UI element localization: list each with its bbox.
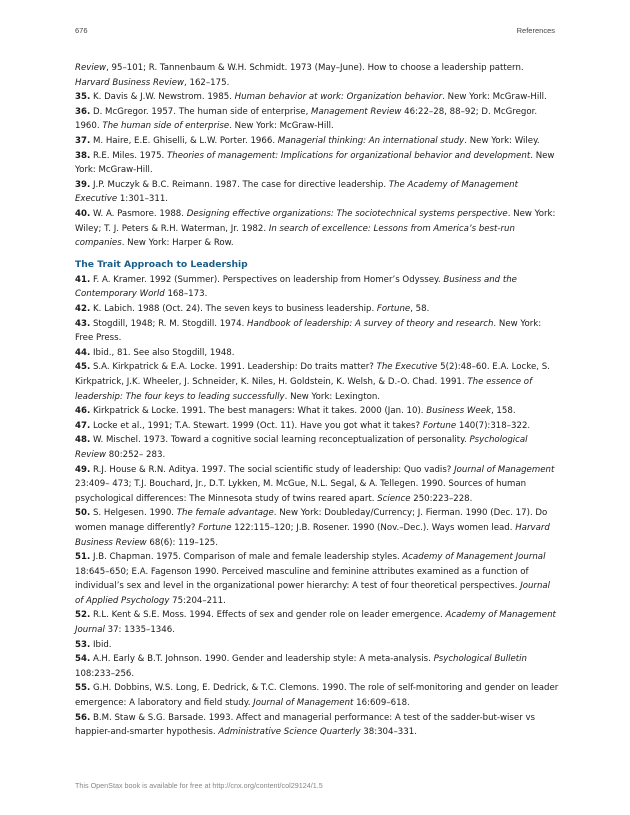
reference-text: , 162–175. bbox=[184, 77, 230, 88]
reference-text: 16:609–618. bbox=[353, 698, 410, 709]
reference-text: 108:233–256. bbox=[75, 668, 135, 679]
reference-entry bbox=[75, 149, 560, 178]
reference-text: R.J. House & R.N. Aditya. 1997. The social scientific study of leadership: Quo vadis? bbox=[92, 464, 455, 475]
reference-title-italic: Handbook of leadership: A survey of theory and research bbox=[247, 318, 494, 329]
reference-text: , 58. bbox=[410, 304, 430, 314]
reference-number: 43. bbox=[75, 318, 91, 329]
reference-text: . New York: McGraw-Hill. bbox=[442, 92, 547, 103]
reference-number: 50. bbox=[75, 508, 91, 519]
reference-text: B.M. Staw & S.G. Barsade. 1993. Affect and managerial performance: A test of the sadder-but-wiser vs happier-and-smarter hypothesis. bbox=[75, 712, 536, 738]
reference-number: 40. bbox=[75, 208, 91, 219]
reference-text: J.B. Chapman. 1975. Comparison of male and female leadership styles. bbox=[92, 552, 403, 563]
reference-number: 52. bbox=[75, 610, 91, 621]
reference-number: 51. bbox=[75, 552, 91, 563]
reference-text: . New York: Doubleday/Currency; J. Fierman. 1990 (Dec. 17). Do women manage differently? bbox=[75, 508, 548, 533]
reference-text: 250:223–228. bbox=[410, 493, 473, 504]
reference-text: S. Helgesen. 1990. bbox=[92, 508, 177, 519]
reference-entry bbox=[75, 433, 560, 462]
reference-number: 35. bbox=[75, 92, 91, 103]
reference-entry bbox=[75, 404, 560, 419]
reference-number: 55. bbox=[75, 683, 91, 694]
reference-title-italic: The female advantage bbox=[176, 508, 274, 519]
reference-number: 46. bbox=[75, 406, 91, 417]
page-footer: This OpenStax book is available for free at http://cnx.org/content/col29124/1.5 bbox=[75, 781, 323, 790]
reference-entry bbox=[75, 178, 560, 207]
reference-title-italic: The Academy of Management Executive bbox=[75, 179, 518, 205]
reference-title-italic: Managerial thinking: An international study bbox=[277, 135, 465, 146]
reference-text: , 95–101; R. Tannenbaum & W.H. Schmidt. 1973 (May–June). How to choose a leadership pattern. bbox=[106, 63, 524, 73]
reference-entry bbox=[75, 90, 560, 105]
reference-number: 49. bbox=[75, 464, 91, 475]
section-heading: The Trait Approach to Leadership bbox=[75, 259, 248, 271]
reference-text: Locke et al., 1991; T.A. Stewart. 1999 (Oct. 11). Have you got what it takes? bbox=[92, 420, 423, 431]
reference-text: . New York: McGraw-Hill. bbox=[229, 121, 334, 132]
reference-title-italic: Theories of management: Implications for organizational behavior and development bbox=[167, 150, 531, 161]
reference-title-italic: Business Week bbox=[426, 406, 491, 417]
reference-number: 56. bbox=[75, 712, 91, 723]
reference-text: G.H. Dobbins, W.S. Long, E. Dedrick, & T.C. Clemons. 1990. The role of self-monitoring and gender on leader emergence: A laboratory and field study. bbox=[75, 683, 559, 709]
reference-title-italic: Academy of Management Journal bbox=[402, 552, 546, 563]
reference-number: 47. bbox=[75, 420, 91, 431]
reference-title-italic: Journal of Applied Psychology bbox=[75, 581, 551, 606]
reference-text: 68(6): 119–125. bbox=[146, 537, 218, 548]
reference-text: K. Labich. 1988 (Oct. 24). The seven keys to business leadership. bbox=[92, 304, 377, 314]
reference-text: 38:304–331. bbox=[360, 727, 417, 738]
reference-entry bbox=[75, 711, 560, 740]
reference-title-italic: Harvard Business Review bbox=[75, 522, 550, 548]
reference-entry bbox=[75, 346, 560, 361]
reference-title-italic: Academy of Management Journal bbox=[75, 610, 556, 636]
reference-entry bbox=[75, 302, 560, 317]
reference-text: A.H. Early & B.T. Johnson. 1990. Gender and leadership style: A meta-analysis. bbox=[92, 654, 434, 665]
reference-text: R.E. Miles. 1975. bbox=[92, 150, 168, 161]
reference-number: 39. bbox=[75, 179, 91, 190]
reference-text: 37: 1335–1346. bbox=[104, 625, 175, 636]
reference-text: M. Haire, E.E. Ghiselli, & L.W. Porter. 1966. bbox=[92, 135, 278, 146]
reference-entry bbox=[75, 638, 560, 653]
reference-text: Kirkpatrick & Locke. 1991. The best managers: What it takes. 2000 (Jan. 10). bbox=[92, 406, 427, 417]
reference-entry bbox=[75, 608, 560, 637]
reference-title-italic: The human side of enterprise bbox=[102, 121, 230, 132]
reference-text: J.P. Muczyk & B.C. Reimann. 1987. The case for directive leadership. bbox=[92, 179, 389, 190]
reference-text: Ibid. bbox=[92, 639, 112, 650]
reference-title-italic: Designing effective organizations: The sociotechnical systems perspective bbox=[186, 208, 508, 219]
reference-entry bbox=[75, 652, 560, 681]
reference-title-italic: The essence of leadership: The four keys to leading successfully bbox=[75, 376, 533, 402]
reference-number: 42. bbox=[75, 304, 91, 314]
reference-text: Ibid., 81. See also Stogdill, 1948. bbox=[92, 347, 235, 358]
reference-text: Stogdill, 1948; R. M. Stogdill. 1974. bbox=[92, 318, 248, 329]
reference-entry bbox=[75, 681, 560, 710]
reference-text: 75:204–211. bbox=[169, 595, 226, 606]
reference-text: 140(7):318–322. bbox=[456, 420, 531, 431]
reference-text: F. A. Kramer. 1992 (Summer). Perspectives on leadership from Homer’s Odyssey. bbox=[92, 274, 444, 285]
reference-text: 80:252– 283. bbox=[106, 449, 166, 460]
reference-title-italic: Review bbox=[75, 63, 107, 73]
reference-entry bbox=[75, 207, 560, 251]
page-header bbox=[75, 26, 555, 35]
reference-text: 18:645–650; E.A. Fagenson 1990. Perceived masculine and feminine attributes examined as a function of individual’s sex and level in the organizational power hierarchy: A test of four theoretical perspectives. bbox=[75, 566, 529, 592]
reference-title-italic: Human behavior at work: Organization behavior bbox=[234, 92, 443, 103]
reference-number: 54. bbox=[75, 654, 91, 665]
reference-title-italic: Harvard Business Review bbox=[75, 77, 185, 88]
reference-number: 38. bbox=[75, 150, 91, 161]
reference-text: . New York: Harper & Row. bbox=[121, 238, 234, 249]
reference-title-italic: The Executive bbox=[376, 362, 438, 373]
reference-title-italic: Journal of Management bbox=[454, 464, 555, 475]
reference-text: . New York: Lexington. bbox=[284, 391, 381, 402]
reference-entry bbox=[75, 61, 560, 90]
reference-number: 48. bbox=[75, 435, 91, 446]
reference-title-italic: Psychological Review bbox=[75, 435, 528, 460]
reference-text: . New York: Wiley. bbox=[464, 135, 540, 146]
reference-text: . New York: McGraw-Hill. bbox=[75, 150, 555, 176]
reference-entry bbox=[75, 419, 560, 434]
reference-text: W. A. Pasmore. 1988. bbox=[92, 208, 187, 219]
references-list bbox=[75, 61, 560, 740]
reference-text: . New York: Wiley; T. J. Peters & R.H. Waterman, Jr. 1982. bbox=[75, 208, 556, 234]
reference-number: 36. bbox=[75, 106, 91, 117]
reference-number: 37. bbox=[75, 135, 91, 146]
reference-entry bbox=[75, 506, 560, 550]
reference-title-italic: Management Review bbox=[311, 106, 402, 117]
reference-text: . New York: Free Press. bbox=[75, 318, 542, 344]
reference-title-italic: Fortune bbox=[376, 304, 411, 314]
reference-text: 5(2):48–60. E.A. Locke, S. Kirkpatrick, J.K. Wheeler, J. Schneider, K. Niles, H. Goldstein, K. Welsh, & D.-O. Chad. 1991. bbox=[75, 362, 550, 387]
reference-number: 45. bbox=[75, 362, 91, 373]
reference-text: K. Davis & J.W. Newstrom. 1985. bbox=[92, 92, 235, 103]
running-section-title: References bbox=[516, 26, 555, 35]
reference-title-italic: In search of excellence: Lessons from America’s best-run companies bbox=[75, 223, 515, 249]
reference-title-italic: Fortune bbox=[198, 522, 232, 533]
reference-title-italic: Psychological Bulletin bbox=[433, 654, 527, 665]
reference-title-italic: Administrative Science Quarterly bbox=[218, 727, 361, 738]
reference-text: D. McGregor. 1957. The human side of enterprise, bbox=[92, 106, 312, 117]
reference-number: 44. bbox=[75, 347, 91, 358]
reference-entry bbox=[75, 317, 560, 346]
reference-entry bbox=[75, 273, 560, 302]
reference-entry bbox=[75, 105, 560, 134]
reference-title-italic: Business and the Contemporary World bbox=[75, 274, 517, 300]
reference-number: 41. bbox=[75, 274, 91, 285]
reference-text: 122:115–120; J.B. Rosener. 1990 (Nov.–Dec.). Ways women lead. bbox=[231, 522, 516, 533]
reference-entry bbox=[75, 550, 560, 608]
reference-title-italic: Science bbox=[377, 493, 411, 504]
reference-text: 168–173. bbox=[164, 289, 208, 300]
reference-entry bbox=[75, 463, 560, 507]
reference-text: 1:301–311. bbox=[117, 194, 169, 205]
page-number: 676 bbox=[75, 26, 88, 35]
reference-title-italic: Journal of Management bbox=[253, 698, 354, 709]
reference-entry bbox=[75, 360, 560, 404]
reference-text: R.L. Kent & S.E. Moss. 1994. Effects of sex and gender role on leader emergence. bbox=[92, 610, 446, 621]
reference-text: 23:409– 473; T.J. Bouchard, Jr., D.T. Lykken, M. McGue, N.L. Segal, & A. Tellegen. 1990. Sources of human psychological differences: The Minnesota study of twins reared apart. bbox=[75, 479, 527, 504]
reference-text: W. Mischel. 1973. Toward a cognitive social learning reconceptualization of personality. bbox=[92, 435, 470, 446]
reference-title-italic: Fortune bbox=[422, 420, 457, 431]
reference-number: 53. bbox=[75, 639, 91, 650]
reference-entry bbox=[75, 134, 560, 149]
reference-text: S.A. Kirkpatrick & E.A. Locke. 1991. Leadership: Do traits matter? bbox=[92, 362, 377, 373]
reference-text: , 158. bbox=[490, 406, 516, 417]
reference-text: 46:22–28, 88–92; D. McGregor. 1960. bbox=[75, 106, 538, 132]
